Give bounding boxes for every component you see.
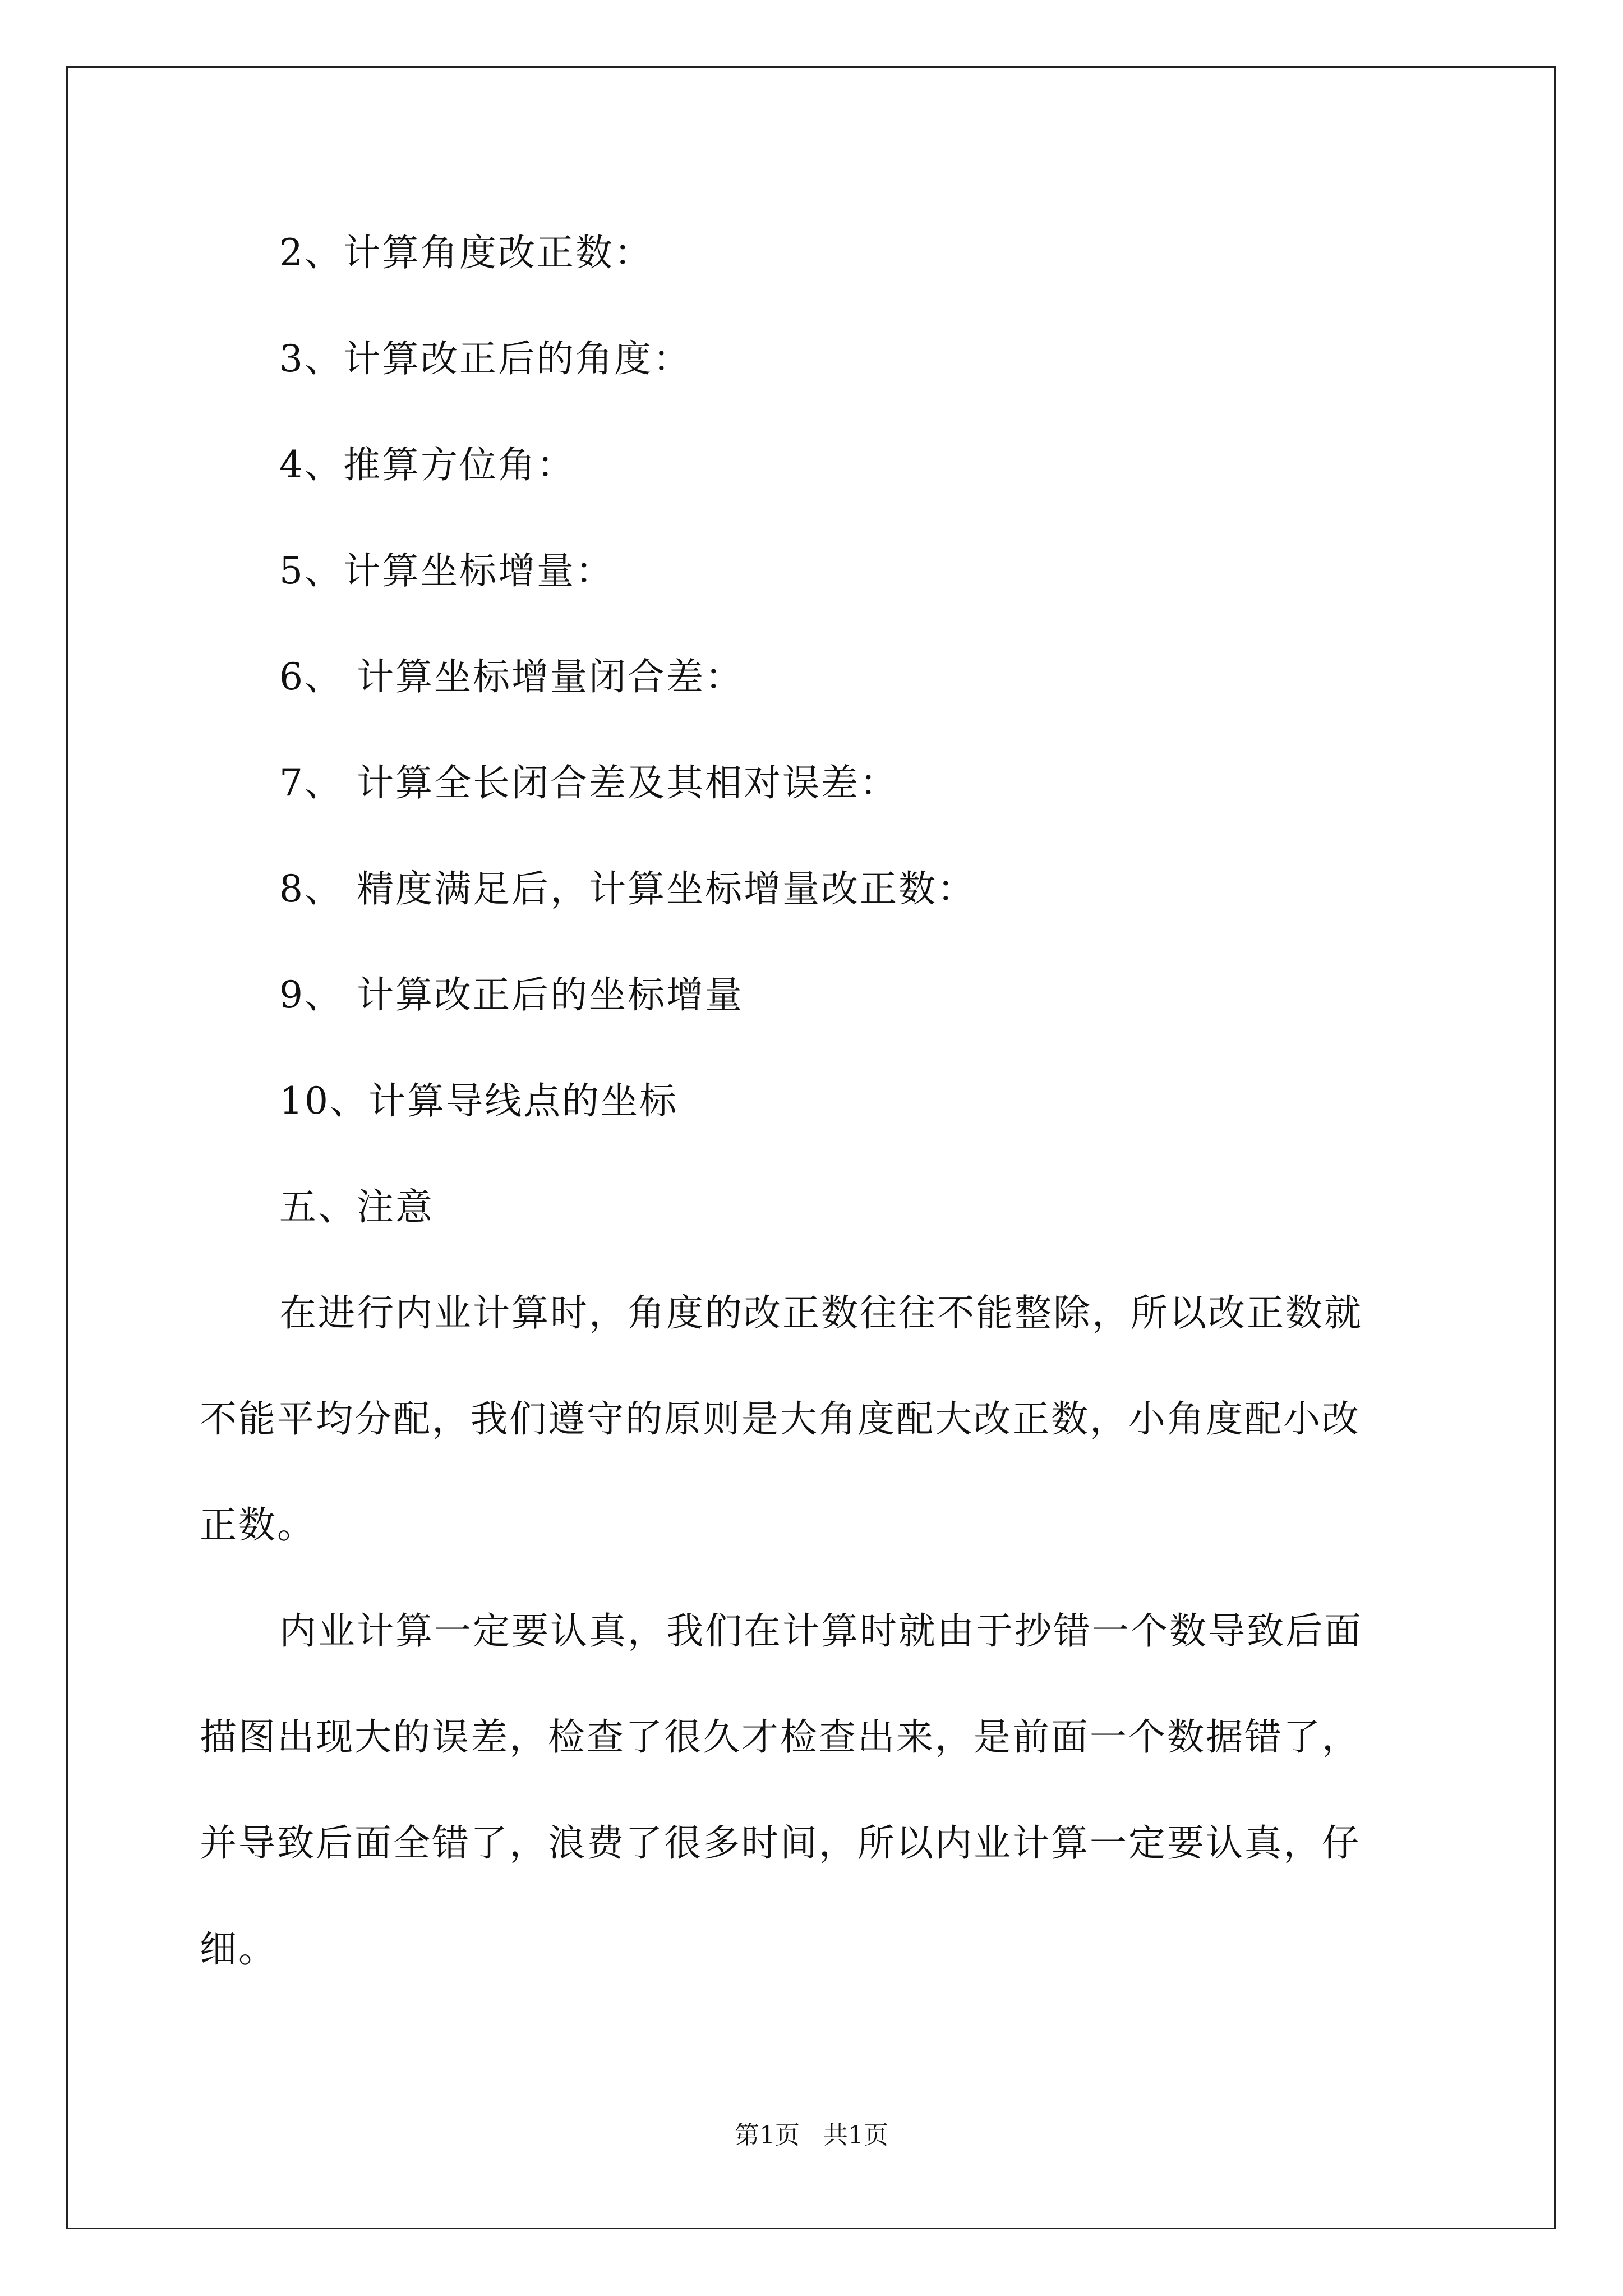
page-total: 共1页 (823, 2121, 888, 2150)
page-border (66, 66, 1556, 2229)
page-footer (0, 2123, 1623, 2148)
step-4: 4、推算方位角： (279, 443, 575, 486)
paragraph2-line1: 内业计算一定要认真，我们在计算时就由于抄错一个数导致后面 (279, 1609, 1363, 1653)
step-3: 3、计算改正后的角度： (279, 337, 691, 380)
paragraph2-line2: 描图出现大的误差，检查了很久才检查出来，是前面一个数据错了， (200, 1715, 1361, 1759)
step-6: 6、 计算坐标增量闭合差： (279, 655, 744, 698)
paragraph2-line3: 并导致后面全错了，浪费了很多时间，所以内业计算一定要认真，仔 (200, 1821, 1361, 1865)
paragraph1-line1: 在进行内业计算时，角度的改正数往往不能整除，所以改正数就 (279, 1291, 1363, 1335)
step-10: 10、计算导线点的坐标 (279, 1079, 678, 1122)
step-5: 5、计算坐标增量： (279, 549, 614, 592)
paragraph2-line4: 细。 (200, 1927, 277, 1971)
step-8: 8、 精度满足后，计算坐标增量改正数： (279, 867, 976, 910)
step-7: 7、 计算全长闭合差及其相对误差： (279, 761, 898, 804)
paragraph1-line2: 不能平均分配，我们遵守的原则是大角度配大改正数，小角度配小改 (200, 1397, 1361, 1441)
paragraph1-line3: 正数。 (200, 1503, 316, 1547)
step-9: 9、 计算改正后的坐标增量 (279, 973, 744, 1016)
page-number: 第1页 (735, 2121, 800, 2150)
step-2: 2、计算角度改正数： (279, 231, 653, 274)
section-heading: 五、注意 (279, 1185, 434, 1228)
